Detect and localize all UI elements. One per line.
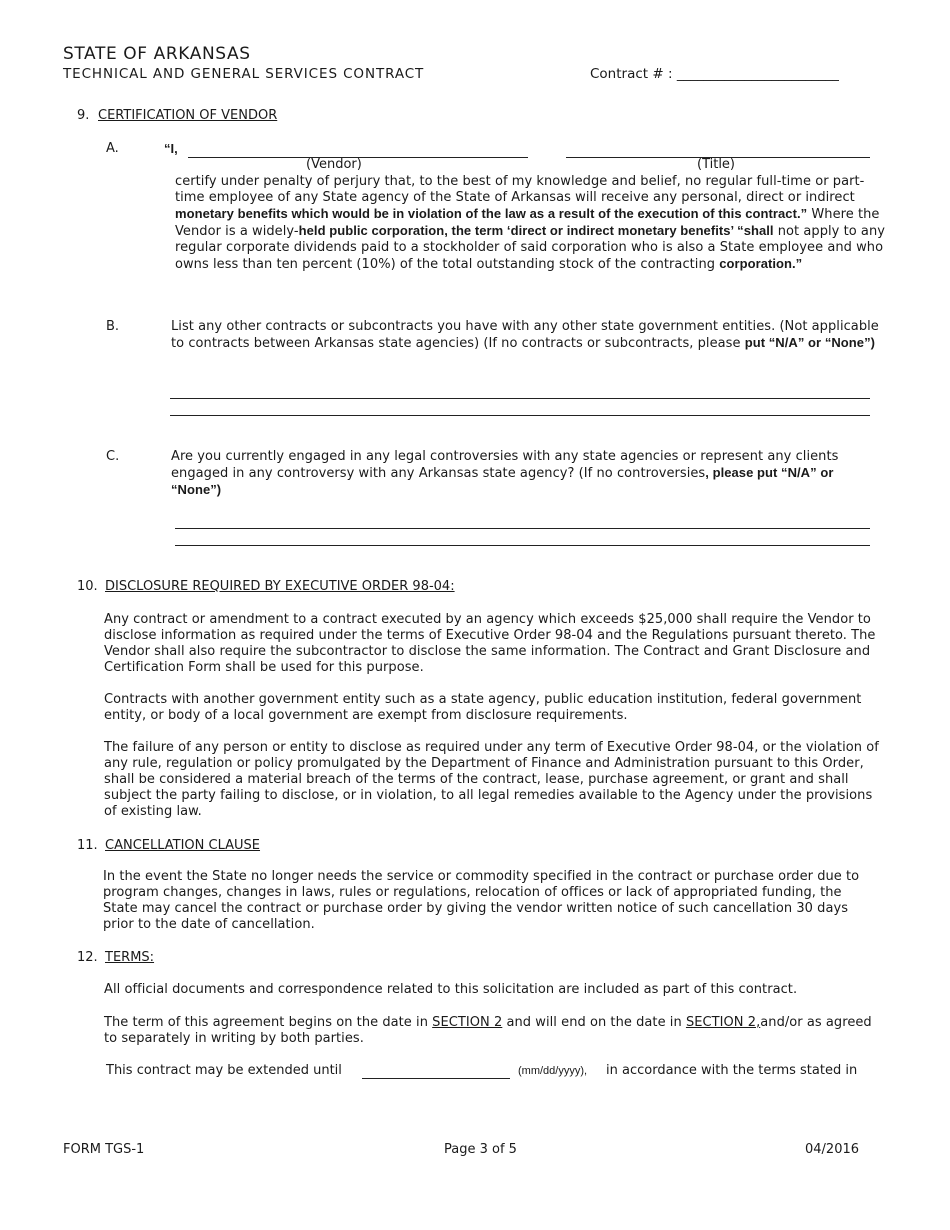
certification-text <box>175 174 887 273</box>
title-caption: (Title) <box>697 157 736 172</box>
section-11-title: CANCELLATION CLAUSE <box>105 838 261 853</box>
item-b-label: B. <box>106 319 120 334</box>
cert-text-2: monetary benefits which would be in violation of the law as a result of the execution of this contract.” <box>175 206 808 221</box>
contract-number-field[interactable] <box>590 66 839 82</box>
contracts-answer-line-2[interactable] <box>170 415 870 416</box>
item-c-text <box>171 449 871 499</box>
cert-text-3: Where the Vendor is a widely- <box>175 207 880 239</box>
controversies-answer-line-1[interactable] <box>175 528 870 529</box>
item-c-body: Are you currently engaged in any legal controversies with any state agencies or represent any clients engaged in any controversy with any Arkansas state agency? (If no controversies <box>171 449 839 481</box>
section-10-title: DISCLOSURE REQUIRED BY EXECUTIVE ORDER 98-04: <box>105 579 455 594</box>
cert-text-1: certify under penalty of perjury that, to the best of my knowledge and belief, no regular full-time or part-time employee of any State agency of the State of Arkansas will receive any personal, direct or indirect <box>175 174 865 205</box>
cert-text-5: corporation.” <box>719 256 803 271</box>
controversies-answer-line-2[interactable] <box>175 545 870 546</box>
item-b-body: List any other contracts or subcontracts you have with any other state government entities. (Not applicable to contracts between Arkansas state agencies) (If no contracts or subcontracts, please <box>171 319 879 351</box>
contract-number-blank[interactable]: ________________________ <box>676 66 839 82</box>
section-10-number: 10. <box>77 579 98 594</box>
item-b-text <box>171 319 889 352</box>
extension-text-end: in accordance with the terms stated in <box>606 1063 858 1078</box>
item-b-bold: put “N/A” or “None”) <box>744 335 875 350</box>
extension-date-line[interactable] <box>362 1078 510 1079</box>
quote-i: “I, <box>164 141 178 156</box>
section-2-ref-2: SECTION 2, <box>685 1015 761 1030</box>
section-11-number: 11. <box>77 838 98 853</box>
section-10-para-2: Contracts with another government entity such as a state agency, public education institution, federal government entity, or body of a local government are exempt from disclosure requirements. <box>104 692 862 723</box>
cert-text-3-bold: held public corporation, the term ‘direct or indirect monetary benefits’ “shall <box>298 223 774 238</box>
section-12-para-1: All official documents and correspondence related to this solicitation are included as part of this contract. <box>104 982 798 997</box>
section-12-title: TERMS: <box>105 950 155 965</box>
item-a-label: A. <box>106 141 119 156</box>
item-c-bold: , please put “N/A” or “None”) <box>171 465 834 497</box>
section-10-para-3: The failure of any person or entity to disclose as required under any term of Executive Order 98-04, or the violation of any rule, regulation or policy promulgated by the Department of Finance and Administration pursuant to this Order, shall be considered a material breach of the terms of the contract, lease, purchase agreement, or grant and shall subject the party failing to disclose, or in violation, to all legal remedies available to the Agency under the provisions of existing law. <box>104 740 879 819</box>
contracts-answer-line-1[interactable] <box>170 398 870 399</box>
term-text-c: and/or as agreed to separately in writing by both parties. <box>104 1015 872 1046</box>
footer-date: 04/2016 <box>805 1142 860 1157</box>
item-c-label: C. <box>106 449 120 464</box>
section-10-para-1: Any contract or amendment to a contract executed by an agency which exceeds $25,000 shall require the Vendor to disclose information as required under the terms of Executive Order 98-04 and the Regulations pursuant thereto. The Vendor shall also require the subcontractor to disclose the same information. The Contract and Grant Disclosure and Certification Form shall be used for this purpose. <box>104 612 876 675</box>
header-state: STATE OF ARKANSAS <box>63 44 251 64</box>
header-contract-type: TECHNICAL AND GENERAL SERVICES CONTRACT <box>63 66 425 82</box>
cert-text-4: not apply to any regular corporate dividends paid to a stockholder of said corporation who is also a State employee and who owns less than ten percent (10%) of the total outstanding stock of the contracting <box>175 224 885 272</box>
section-11-para: In the event the State no longer needs the service or commodity specified in the contract or purchase order due to program changes, changes in laws, rules or regulations, relocation of offices or lack of appropriated funding, the State may cancel the contract or purchase order by giving the vendor written notice of such cancellation 30 days prior to the date of cancellation. <box>103 869 860 932</box>
section-12-number: 12. <box>77 950 98 965</box>
vendor-caption: (Vendor) <box>306 157 362 172</box>
term-text-a: The term of this agreement begins on the date in <box>104 1015 428 1030</box>
section-2-ref-1: SECTION 2 <box>432 1015 503 1030</box>
footer-page: Page 3 of 5 <box>444 1142 517 1157</box>
extension-date-format: (mm/dd/yyyy), <box>518 1065 588 1077</box>
footer-form: FORM TGS-1 <box>63 1142 145 1157</box>
contract-number-label: Contract # : <box>590 66 673 82</box>
section-12-para-2 <box>104 1015 889 1047</box>
term-text-b: and will end on the date in <box>506 1015 682 1030</box>
section-9-number: 9. <box>77 108 90 123</box>
section-9-title: CERTIFICATION OF VENDOR <box>98 108 278 123</box>
extension-label: This contract may be extended until <box>106 1063 342 1078</box>
